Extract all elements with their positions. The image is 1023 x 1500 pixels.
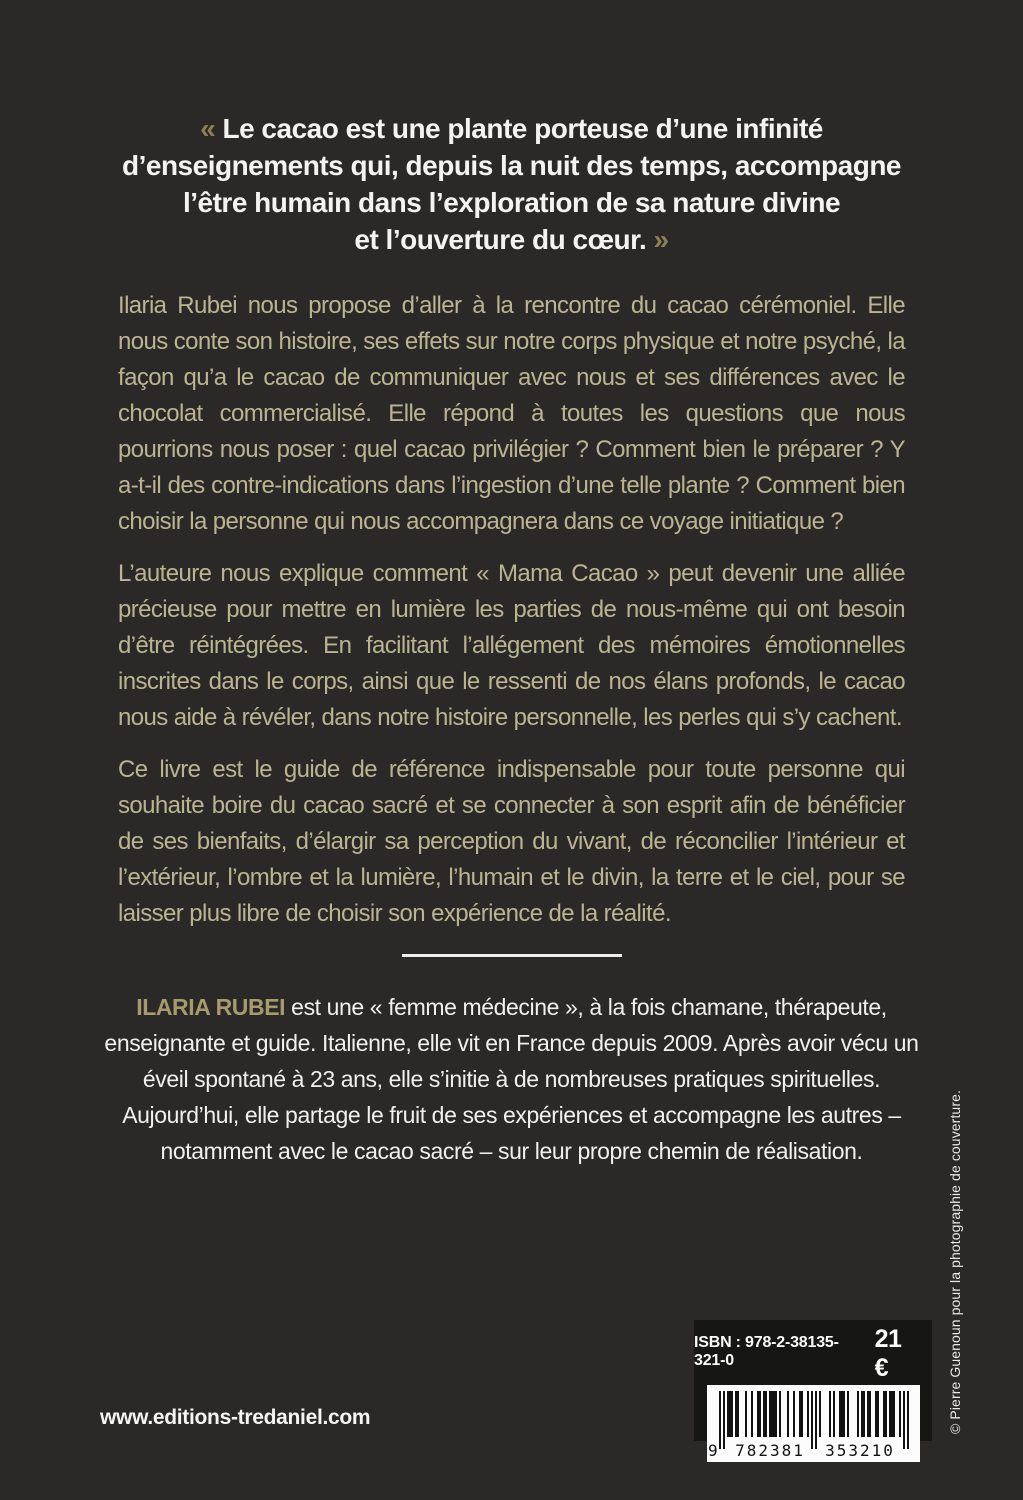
quote-line — [72, 221, 952, 258]
barcode-digits: 9 — [708, 1441, 718, 1460]
price-label: 21 € — [874, 1325, 902, 1382]
publisher-website: www.editions-tredaniel.com — [100, 1406, 371, 1429]
cover-quote — [72, 110, 952, 258]
barcode-digits: 782381 — [735, 1441, 805, 1460]
section-divider — [402, 954, 622, 957]
synopsis-paragraph: Ce livre est le guide de référence indispensable pour toute personne qui souhaite boire du cacao sacré et se connecter à son esprit afin de bénéficier de ses bienfaits, d’élargir sa perception du vivant, de réconcilier l’intérieur et l’extérieur, l’ombre et la lumière, l’humain et le divin, la terre et le ciel, pour se laisser plus libre de choisir son expérience de la réalité. — [118, 756, 905, 927]
quote-line: d’enseignements qui, depuis la nuit des temps, accompagne — [121, 150, 901, 181]
barcode — [707, 1385, 920, 1462]
author-bio-text: est une « femme médecine », à la fois chamane, thérapeute, enseignante et guide. Italienne, elle vit en France depuis 2009. Après avoir vécu un éveil spontané à 23 ans, elle s’initie à de nombreuses pratiques spirituelles. Aujourd’hui, elle partage le fruit de ses expériences et accompagne les autres – notamment avec le cacao sacré – sur leur propre chemin de réalisation. — [104, 994, 919, 1164]
quote-text: Le cacao est une plante porteuse d’une infinité — [222, 113, 823, 144]
author-bio — [89, 989, 934, 1169]
quote-line — [72, 110, 952, 147]
author-name: ILARIA RUBEI — [136, 994, 286, 1020]
synopsis — [118, 288, 905, 932]
isbn-label: ISBN : 978-2-38135-321-0 — [694, 1334, 839, 1369]
quote-text: et l’ouverture du cœur. — [354, 224, 647, 255]
quote-line: l’être humain dans l’exploration de sa nature divine — [182, 187, 841, 218]
photo-credit: © Pierre Guenoun pour la photographie de couverture. — [947, 1090, 963, 1434]
isbn-strip — [694, 1320, 932, 1460]
isbn-row — [694, 1320, 932, 1385]
synopsis-paragraph: L’auteure nous explique comment « Mama Cacao » peut devenir une alliée précieuse pour mettre en lumière les parties de nous-même qui ont besoin d’être réintégrées. En facilitant l’allégement des mémoires émotionnelles inscrites dans le corps, ainsi que le ressenti de nos élans profonds, le cacao nous aide à révéler, dans notre histoire personnelle, les perles qui s’y cachent. — [118, 560, 905, 731]
closing-guillemet: » — [653, 224, 669, 255]
barcode-digits: 353210 — [825, 1441, 895, 1460]
synopsis-paragraph: Ilaria Rubei nous propose d’aller à la rencontre du cacao cérémoniel. Elle nous conte son histoire, ses effets sur notre corps physique et notre psyché, la façon qu’a le cacao de communiquer avec nous et ses différences avec le chocolat commercialisé. Elle répond à toutes les questions que nous pourrions nous poser : quel cacao privilégier ? Comment bien le préparer ? Y a-t-il des contre-indications dans l’ingestion d’une telle plante ? Comment bien choisir la personne qui nous accompagnera dans ce voyage initiatique ? — [118, 292, 905, 535]
opening-guillemet: « — [200, 113, 216, 144]
